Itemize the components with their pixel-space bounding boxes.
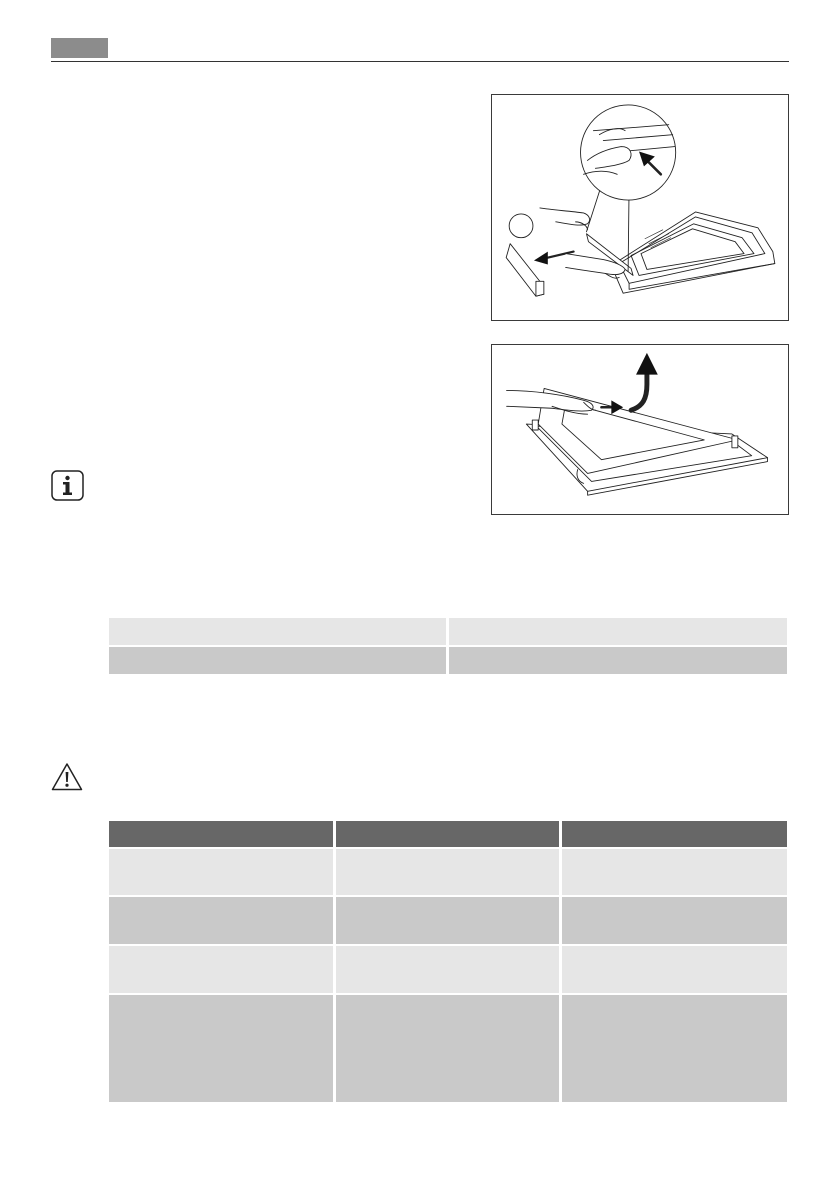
- column-header: [562, 821, 787, 847]
- table-row: [109, 618, 787, 645]
- door-glass-panel-removal-illustration: [491, 344, 789, 515]
- header-rule: [51, 61, 789, 62]
- troubleshooting-table: [109, 821, 787, 1104]
- table-cell: [109, 647, 446, 674]
- table-cell: [336, 995, 559, 1102]
- table-cell: [562, 946, 787, 993]
- table-row: [109, 849, 787, 895]
- table-cell: [336, 849, 559, 895]
- table-cell: [449, 618, 787, 645]
- table-cell: [562, 897, 787, 944]
- table-header-row: [109, 821, 787, 847]
- header-section-tab: [51, 38, 108, 58]
- table-cell: [562, 849, 787, 895]
- table-cell: [336, 897, 559, 944]
- table-row: [109, 897, 787, 944]
- small-table: [109, 618, 787, 676]
- info-icon: [51, 470, 84, 501]
- table-cell: [109, 946, 333, 993]
- door-strip-removal-illustration: [491, 94, 789, 321]
- table-cell: [109, 995, 333, 1102]
- table-cell: [562, 995, 787, 1102]
- table-cell: [336, 946, 559, 993]
- table-cell: [109, 618, 446, 645]
- table-row: [109, 647, 787, 674]
- table-cell: [109, 897, 333, 944]
- warning-triangle-icon: [51, 762, 83, 792]
- column-header: [109, 821, 333, 847]
- table-row: [109, 946, 787, 993]
- column-header: [336, 821, 559, 847]
- table-cell: [449, 647, 787, 674]
- table-cell: [109, 849, 333, 895]
- table-row: [109, 995, 787, 1102]
